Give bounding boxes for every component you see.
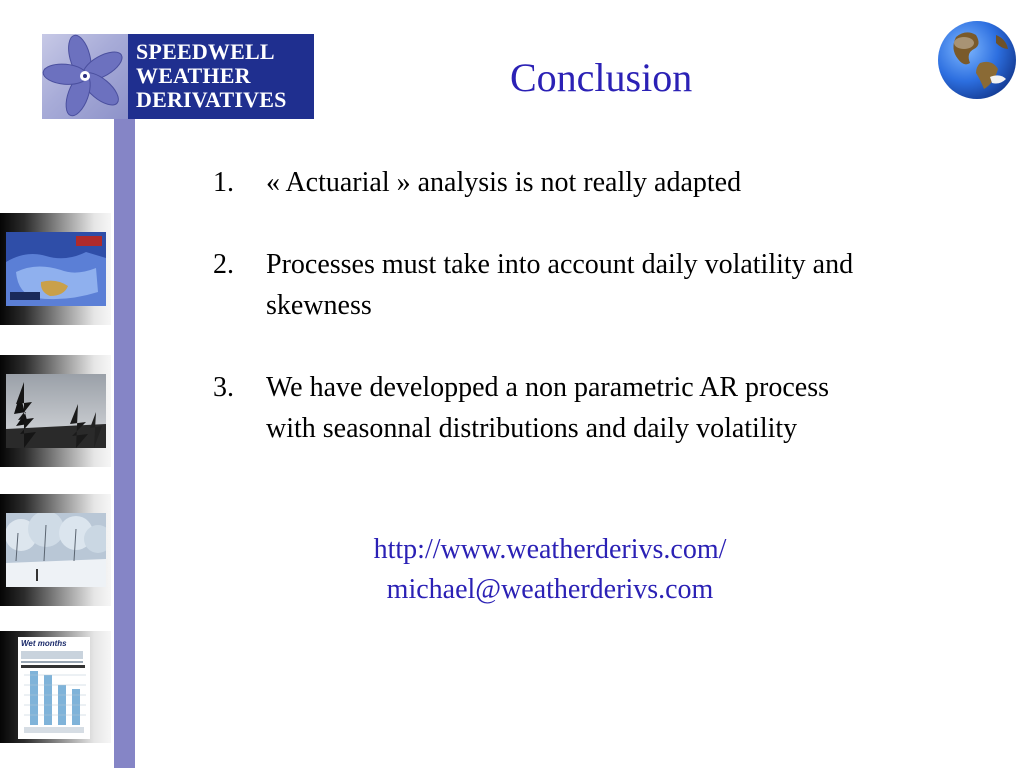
globe-icon [936,19,1018,101]
list-item [213,162,873,203]
dark-trees-image [6,374,106,448]
conclusion-list [213,162,873,490]
wet-months-mini-chart [18,649,90,739]
list-item-number: 1. [213,167,234,198]
logo-line-2: WEATHER [136,63,251,88]
list-item-text: We have developped a non parametric AR process with seasonnal distributions and daily volatility [266,372,829,444]
logo-line-3: DERIVATIVES [136,87,287,112]
website-link[interactable]: http://www.weatherderivs.com/ [373,534,727,565]
list-item [213,244,873,326]
slide-title: Conclusion [510,55,693,100]
email-link[interactable]: michael@weatherderivs.com [386,574,714,605]
flower-icon [42,34,128,119]
logo-line-1: SPEEDWELL [136,39,275,64]
list-item-text: Processes must take into account daily volatility and skewness [266,249,854,321]
list-item [213,367,873,449]
thumbnail-snowy-forest [0,494,111,606]
snowy-forest-image [6,513,106,587]
wet-months-title: Wet months [21,639,67,648]
contact-links [320,530,780,610]
wet-months-card [18,637,90,739]
speedwell-logo [42,34,314,119]
accent-bar [114,119,135,768]
list-item-number: 2. [213,249,234,280]
thumbnail-weather-map [0,213,111,325]
logo-wordmark [128,34,314,119]
thumbnail-wet-months-chart [0,631,111,743]
list-item-number: 3. [213,372,234,403]
weather-map-image [6,232,106,306]
thumbnail-dark-trees [0,355,111,467]
list-item-text: « Actuarial » analysis is not really adapted [266,167,742,198]
